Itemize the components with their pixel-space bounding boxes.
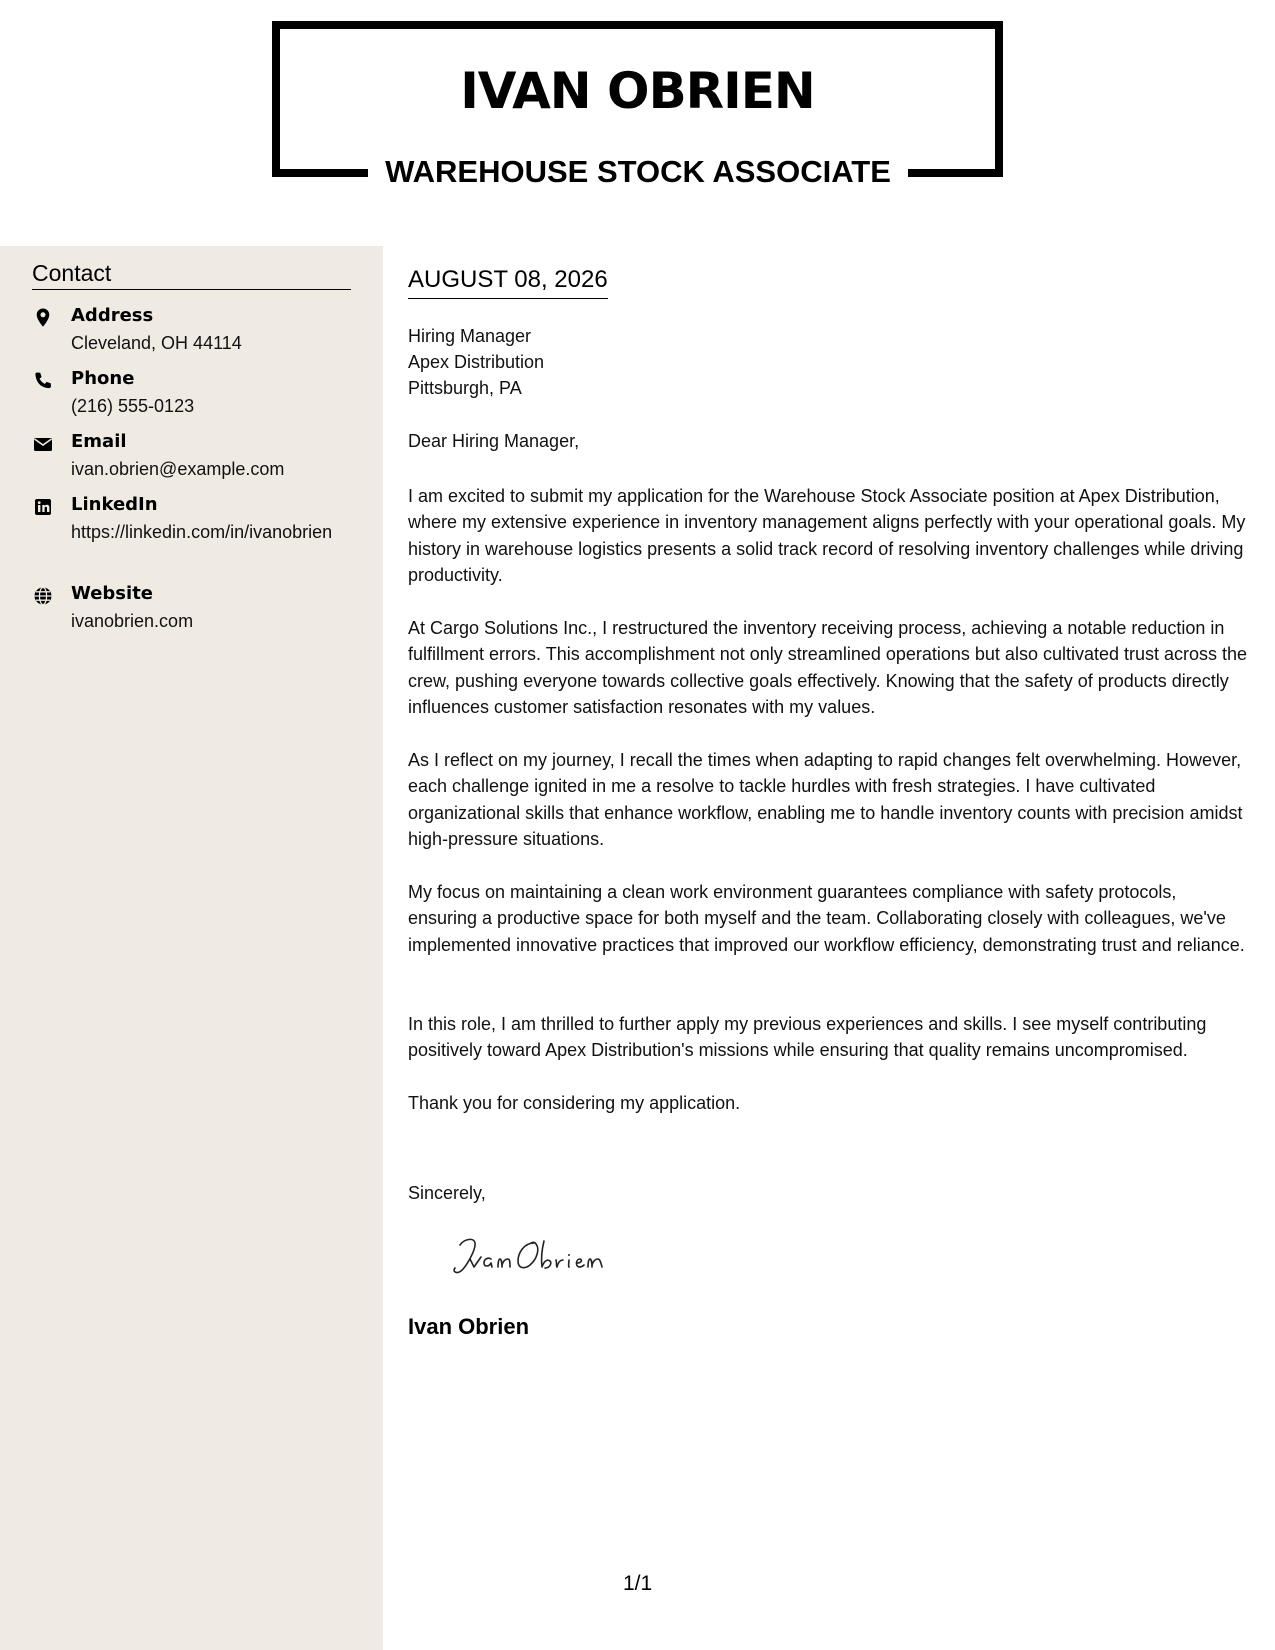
- contact-label: LinkedIn: [71, 494, 158, 515]
- closing: Sincerely,: [408, 1183, 486, 1203]
- globe-icon: [32, 585, 54, 607]
- header-frame-right: [995, 21, 1003, 177]
- contact-sidebar: [0, 246, 383, 1650]
- contact-label: Email: [71, 431, 127, 452]
- contact-heading: Contact: [32, 260, 351, 290]
- contact-value: ivanobrien.com: [71, 611, 194, 631]
- letter-paragraph: My focus on maintaining a clean work environment guarantees compliance with safety protocols, ensuring a productive space for both myself and the team. Collaborating closely with colleagues, we've implemented innovative practices that improved our workflow efficiency, demonstrating trust and reliance.: [408, 882, 1245, 955]
- letter-paragraph: I am excited to submit my application for the Warehouse Stock Associate position at Apex Distribution, where my extensive experience in inventory management aligns perfectly with your operational goals. My history in warehouse logistics presents a solid track record of resolving inventory challenges while driving productivity.: [408, 486, 1246, 585]
- header-frame-left: [272, 21, 280, 177]
- recipient-block: [408, 323, 544, 401]
- envelope-icon: [32, 433, 54, 455]
- contact-value: https://linkedin.com/in/ivanobrien: [71, 522, 333, 542]
- recipient-line: Pittsburgh, PA: [408, 378, 522, 398]
- letter-paragraph: Thank you for considering my application.: [408, 1093, 741, 1113]
- handwritten-signature: [446, 1229, 636, 1285]
- header-frame-top: [272, 21, 1003, 29]
- contact-value: (216) 555-0123: [71, 396, 195, 416]
- header-frame-bottom-left: [272, 169, 368, 177]
- phone-icon: [32, 370, 54, 392]
- letter-paragraph: At Cargo Solutions Inc., I restructured the inventory receiving process, achieving a notable reduction in fulfillment errors. This accomplishment not only streamlined operations but also cultivated trust across the crew, pushing everyone towards collective goals effectively. Knowing that the safety of products directly influences customer satisfaction resonates with my values.: [408, 618, 1248, 717]
- recipient-line: Apex Distribution: [408, 352, 545, 372]
- page-number: 1/1: [623, 1572, 653, 1595]
- applicant-name: IVAN OBRIEN: [460, 62, 815, 120]
- header-frame-bottom-right: [908, 169, 1003, 177]
- contact-label: Phone: [71, 368, 135, 389]
- contact-label: Website: [71, 583, 154, 604]
- contact-value: ivan.obrien@example.com: [71, 459, 285, 479]
- signer-name: Ivan Obrien: [408, 1314, 530, 1339]
- location-pin-icon: [32, 307, 54, 329]
- contact-label: Address: [71, 305, 154, 326]
- linkedin-icon: [32, 496, 54, 518]
- job-title: WAREHOUSE STOCK ASSOCIATE: [385, 154, 891, 189]
- letter-paragraph: In this role, I am thrilled to further apply my previous experiences and skills. I see myself contributing positively toward Apex Distribution's missions while ensuring that quality remains uncompromised.: [408, 1014, 1207, 1061]
- letter-date: AUGUST 08, 2026: [408, 266, 608, 299]
- salutation: Dear Hiring Manager,: [408, 431, 580, 451]
- letter-paragraph: As I reflect on my journey, I recall the times when adapting to rapid changes felt overwhelming. However, each challenge ignited in me a resolve to tackle hurdles with fresh strategies. I have cultivated organizational skills that enhance workflow, enabling me to handle inventory counts with precision amidst high-pressure situations.: [408, 750, 1243, 849]
- header: [0, 0, 1275, 246]
- recipient-line: Hiring Manager: [408, 326, 532, 346]
- contact-value: Cleveland, OH 44114: [71, 333, 242, 353]
